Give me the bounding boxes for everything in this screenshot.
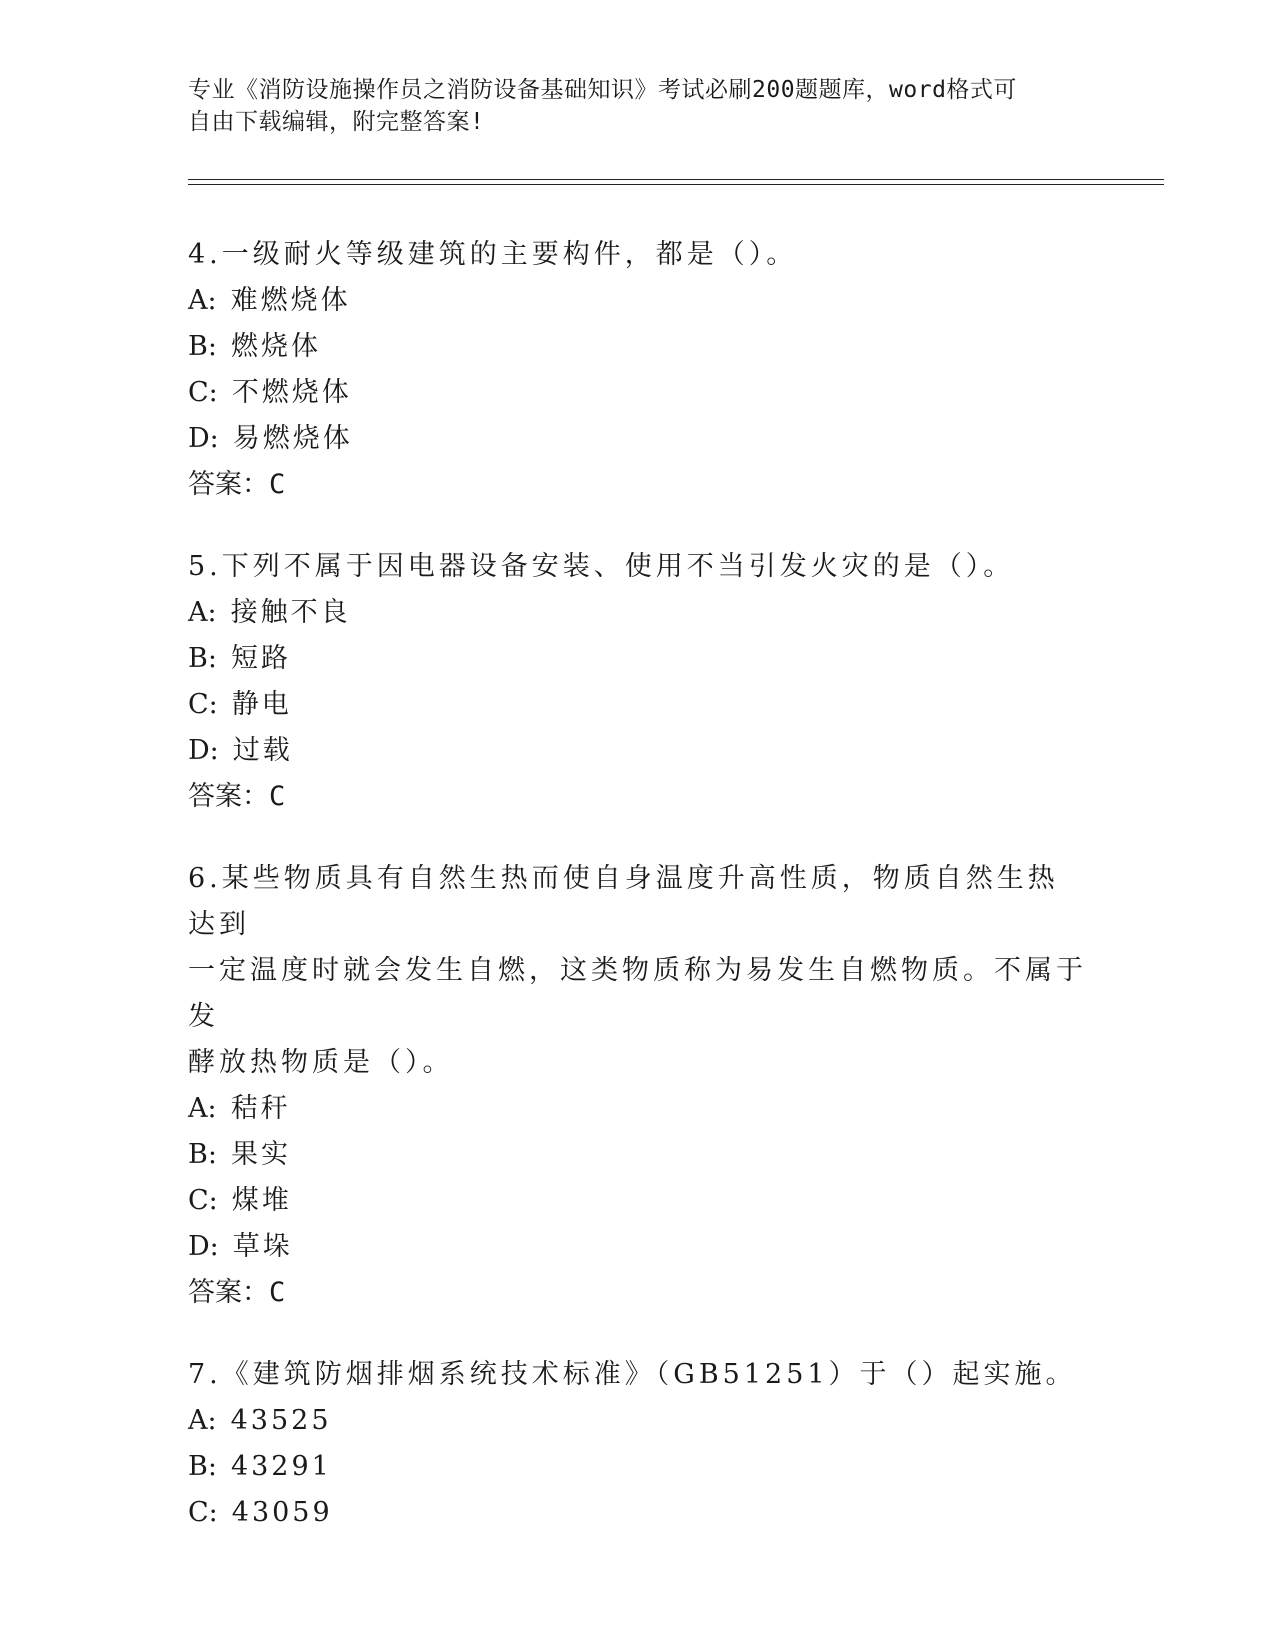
option-text: 43291 [230, 1451, 332, 1482]
header-line-2: 自由下载编辑，附完整答案! [188, 109, 485, 135]
question-5-option-b [188, 636, 1088, 682]
option-letter: B: [188, 1139, 217, 1170]
question-6-option-d [188, 1224, 1088, 1270]
option-letter: A: [188, 597, 217, 628]
question-4-text: 4.一级耐火等级建筑的主要构件，都是（）。 [188, 239, 798, 270]
option-letter: C: [188, 377, 218, 408]
option-letter: C: [188, 1497, 218, 1528]
question-5-option-c [188, 682, 1088, 728]
header-line-1: 专业《消防设施操作员之消防设备基础知识》考试必刷200题题库，word格式可 [188, 77, 1017, 103]
option-text: 不燃烧体 [231, 377, 352, 408]
option-text: 43059 [231, 1497, 333, 1528]
question-6-option-a [188, 1086, 1088, 1132]
option-text: 易燃烧体 [232, 423, 353, 454]
option-letter: A: [188, 285, 217, 316]
option-text: 静电 [231, 689, 292, 720]
question-7-option-a [188, 1398, 1088, 1444]
option-letter: C: [188, 689, 218, 720]
option-text: 果实 [230, 1139, 291, 1170]
question-6-option-c [188, 1178, 1088, 1224]
question-7-text: 7.《建筑防烟排烟系统技术标准》（GB51251）于（）起实施。 [188, 1359, 1077, 1390]
question-4-option-b [188, 324, 1088, 370]
question-list [188, 232, 1088, 1572]
option-letter: B: [188, 331, 217, 362]
question-6 [188, 856, 1088, 1316]
question-6-text-line-2: 一定温度时就会发生自燃，这类物质称为易发生自燃物质。不属于发 [188, 955, 1087, 1032]
question-6-text [188, 856, 1088, 1086]
question-4-option-c [188, 370, 1088, 416]
question-5-answer: 答案：C [188, 781, 286, 812]
question-6-option-b [188, 1132, 1088, 1178]
header-divider-bottom [188, 184, 1164, 185]
document-header [188, 74, 1088, 138]
option-text: 燃烧体 [230, 331, 321, 362]
option-text: 煤堆 [231, 1185, 292, 1216]
question-4-option-d [188, 416, 1088, 462]
question-7-option-c [188, 1490, 1088, 1536]
question-6-text-line-3: 酵放热物质是（）。 [188, 1047, 454, 1078]
question-4-option-a [188, 278, 1088, 324]
option-letter: D: [188, 423, 219, 454]
question-4-answer: 答案：C [188, 469, 286, 500]
option-text: 草垛 [232, 1231, 293, 1262]
option-text: 43525 [230, 1405, 332, 1436]
option-text: 过载 [232, 735, 293, 766]
question-5-text: 5.下列不属于因电器设备安装、使用不当引发火灾的是（）。 [188, 551, 1015, 582]
question-6-text-line-1: 6.某些物质具有自然生热而使自身温度升高性质，物质自然生热达到 [188, 863, 1059, 940]
question-7 [188, 1352, 1088, 1536]
option-letter: D: [188, 735, 219, 766]
question-7-option-b [188, 1444, 1088, 1490]
option-text: 秸秆 [230, 1093, 291, 1124]
option-letter: D: [188, 1231, 219, 1262]
question-5 [188, 544, 1088, 820]
option-letter: C: [188, 1185, 218, 1216]
question-5-option-d [188, 728, 1088, 774]
header-divider-top [188, 179, 1164, 180]
question-5-option-a [188, 590, 1088, 636]
option-text: 难燃烧体 [230, 285, 351, 316]
option-letter: A: [188, 1093, 217, 1124]
option-letter: B: [188, 643, 217, 674]
option-letter: A: [188, 1405, 217, 1436]
question-4 [188, 232, 1088, 508]
option-text: 短路 [230, 643, 291, 674]
option-letter: B: [188, 1451, 217, 1482]
option-text: 接触不良 [230, 597, 351, 628]
question-6-answer: 答案：C [188, 1277, 286, 1308]
